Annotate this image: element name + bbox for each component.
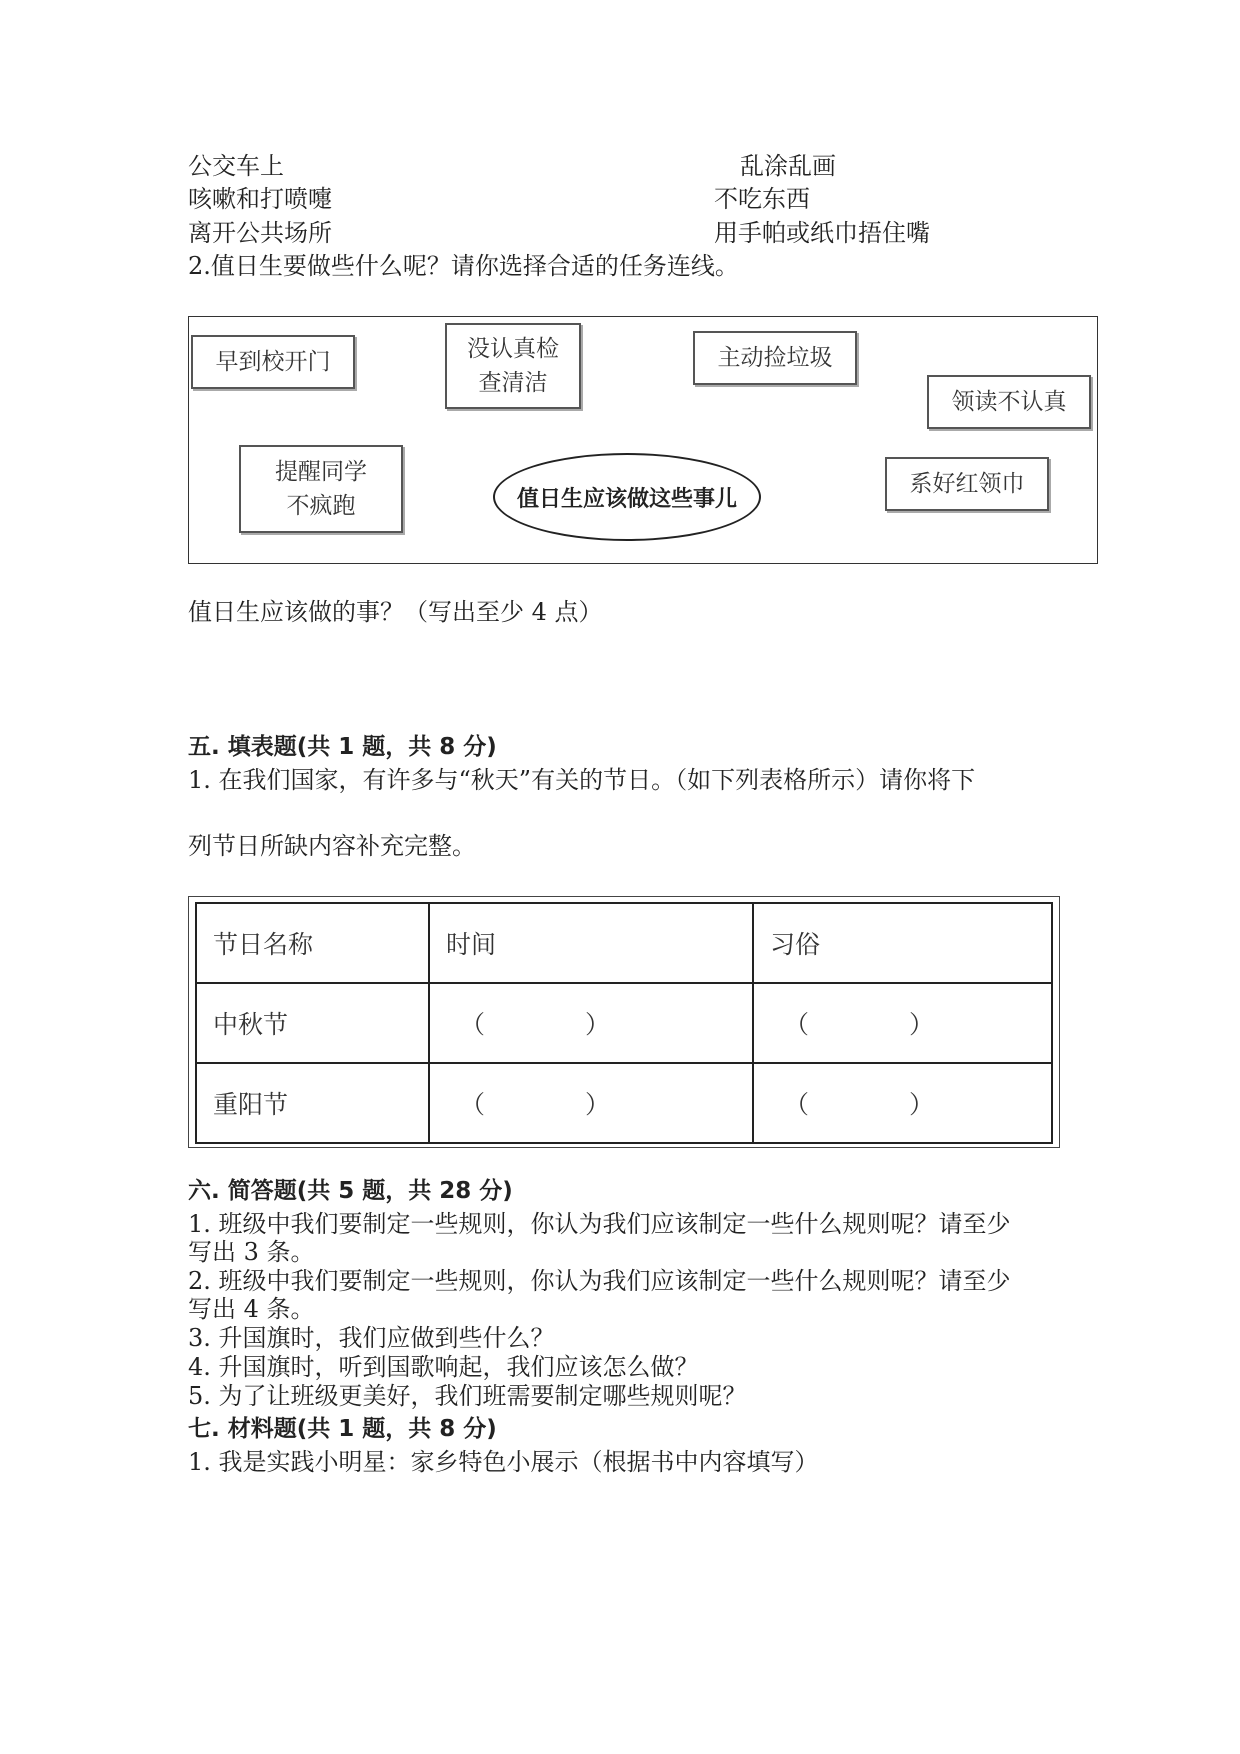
custom-blank-cell: （ ）	[753, 1063, 1052, 1143]
header-custom: 习俗	[753, 903, 1052, 983]
section6-line: 3. 升国旗时，我们应做到些什么？	[188, 1324, 555, 1352]
section6-line: 写出 3 条。	[188, 1238, 315, 1266]
festival-name-cell: 中秋节	[196, 983, 429, 1063]
festival-table-frame	[188, 896, 1060, 1148]
duty-diagram	[188, 316, 1098, 564]
section5-heading: 五. 填表题(共 1 题，共 8 分)	[188, 734, 497, 760]
table-row	[196, 983, 1052, 1063]
right-item-2: 不吃东西	[714, 185, 810, 213]
table-header-row	[196, 903, 1052, 983]
duty-followup: 值日生应该做的事？（写出至少 4 点）	[188, 598, 603, 626]
header-festival-name: 节日名称	[196, 903, 429, 983]
festival-name-cell: 重阳节	[196, 1063, 429, 1143]
custom-blank-cell: （ ）	[753, 983, 1052, 1063]
section6-line: 2. 班级中我们要制定一些规则，你认为我们应该制定一些什么规则呢？请至少	[188, 1267, 1011, 1295]
table-row	[196, 1063, 1052, 1143]
section6-line: 1. 班级中我们要制定一些规则，你认为我们应该制定一些什么规则呢？请至少	[188, 1210, 1011, 1238]
section5-question-line1: 1. 在我们国家，有许多与“秋天”有关的节日。（如下列表格所示）请你将下	[188, 766, 976, 794]
duty-box-careless-check: 没认真检 查清洁	[445, 323, 581, 409]
duty-box-remind-no-running: 提醒同学 不疯跑	[239, 445, 403, 533]
right-item-3: 用手帕或纸巾捂住嘴	[714, 219, 930, 247]
duty-box-lead-reading: 领读不认真	[927, 375, 1091, 429]
festival-table	[195, 902, 1053, 1144]
section5-question-line2: 列节日所缺内容补充完整。	[188, 832, 476, 860]
duty-box-pick-trash: 主动捡垃圾	[693, 331, 857, 385]
left-item-1: 公交车上	[188, 152, 284, 180]
header-time: 时间	[429, 903, 753, 983]
left-item-2: 咳嗽和打喷嚏	[188, 185, 332, 213]
left-item-3: 离开公共场所	[188, 219, 332, 247]
time-blank-cell: （ ）	[429, 983, 753, 1063]
section6-line: 5. 为了让班级更美好，我们班需要制定哪些规则呢？	[188, 1382, 747, 1410]
section7-heading: 七. 材料题(共 1 题，共 8 分)	[188, 1416, 497, 1442]
section6-line: 4. 升国旗时，听到国歌响起，我们应该怎么做？	[188, 1353, 699, 1381]
right-item-1: 乱涂乱画	[740, 152, 836, 180]
duty-box-red-scarf: 系好红领巾	[885, 457, 1049, 511]
section7-line: 1. 我是实践小明星：家乡特色小展示（根据书中内容填写）	[188, 1448, 819, 1476]
section6-heading: 六. 简答题(共 5 题，共 28 分)	[188, 1178, 513, 1204]
time-blank-cell: （ ）	[429, 1063, 753, 1143]
duty-box-open-door: 早到校开门	[191, 335, 355, 389]
section6-line: 写出 4 条。	[188, 1295, 315, 1323]
duty-center-oval: 值日生应该做这些事儿	[493, 453, 761, 541]
duty-question: 2.值日生要做些什么呢？请你选择合适的任务连线。	[188, 252, 739, 280]
